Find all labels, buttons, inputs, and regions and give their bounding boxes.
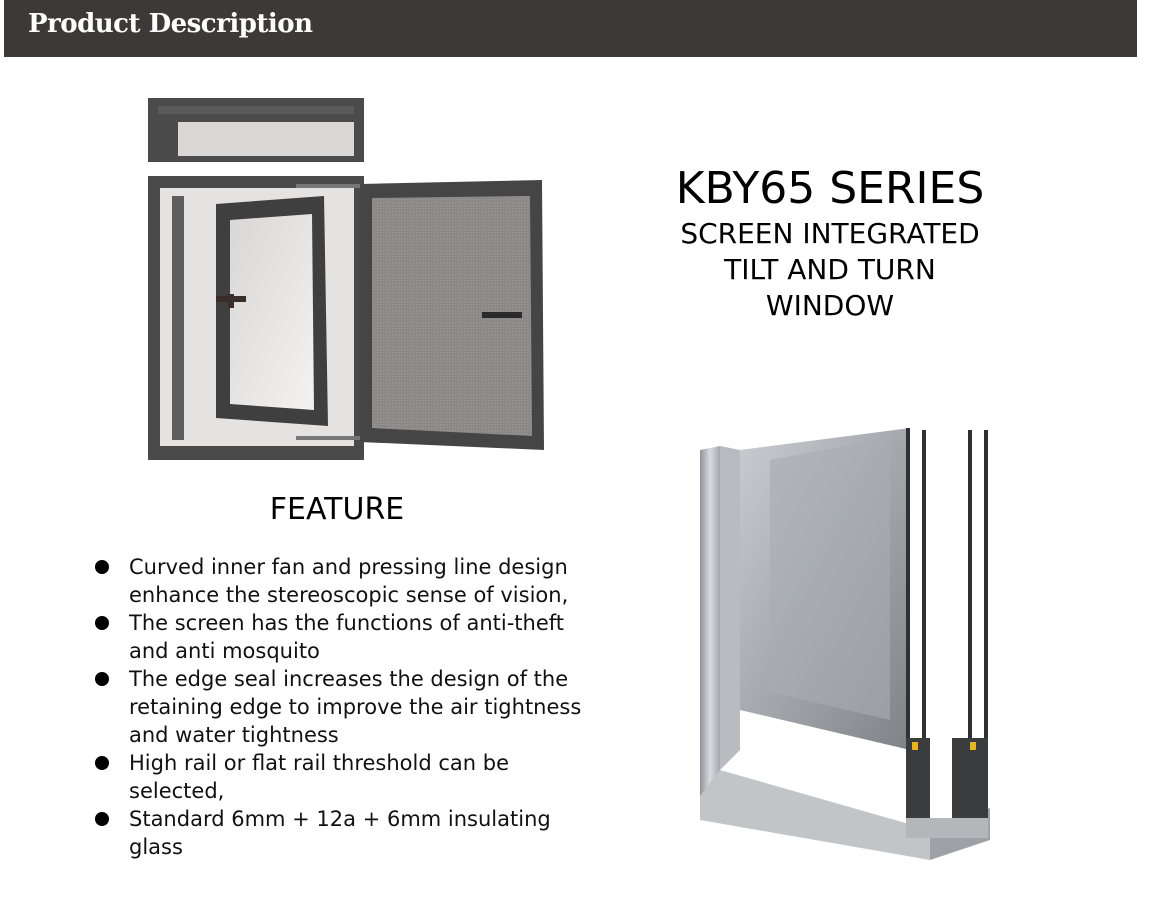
feature-line: and anti mosquito [129, 639, 320, 663]
feature-line: and water tightness [129, 723, 339, 747]
bullet-icon [95, 560, 109, 574]
feature-item [90, 665, 630, 749]
feature-list [90, 553, 630, 861]
feature-line: retaining edge to improve the air tightness [129, 695, 582, 719]
feature-line: High rail or flat rail threshold can be [129, 751, 510, 775]
feature-line: glass [129, 835, 183, 859]
feature-line: selected, [129, 779, 225, 803]
bullet-icon [95, 616, 109, 630]
feature-line: The screen has the functions of anti-theft [129, 611, 565, 635]
window-product-image [146, 88, 550, 462]
bullet-icon [95, 756, 109, 770]
bullet-icon [95, 672, 109, 686]
subtitle-line: TILT AND TURN [724, 253, 936, 286]
subtitle-line: WINDOW [765, 289, 895, 322]
feature-line: The edge seal increases the design of the [129, 667, 569, 691]
header-title: Product Description [28, 9, 313, 39]
feature-item [90, 805, 630, 861]
series-title: KBY65 SERIES [675, 163, 985, 214]
feature-item [90, 609, 630, 665]
feature-line: enhance the stereoscopic sense of vision, [129, 583, 569, 607]
feature-line: Curved inner fan and pressing line design [129, 555, 568, 579]
bullet-icon [95, 812, 109, 826]
subtitle-line: SCREEN INTEGRATED [680, 217, 980, 250]
feature-item [90, 749, 630, 805]
profile-section-image [680, 420, 1000, 865]
page-header [4, 0, 1137, 57]
feature-item [90, 553, 630, 609]
feature-heading: FEATURE [269, 492, 405, 527]
feature-line: Standard 6mm + 12a + 6mm insulating [129, 807, 551, 831]
